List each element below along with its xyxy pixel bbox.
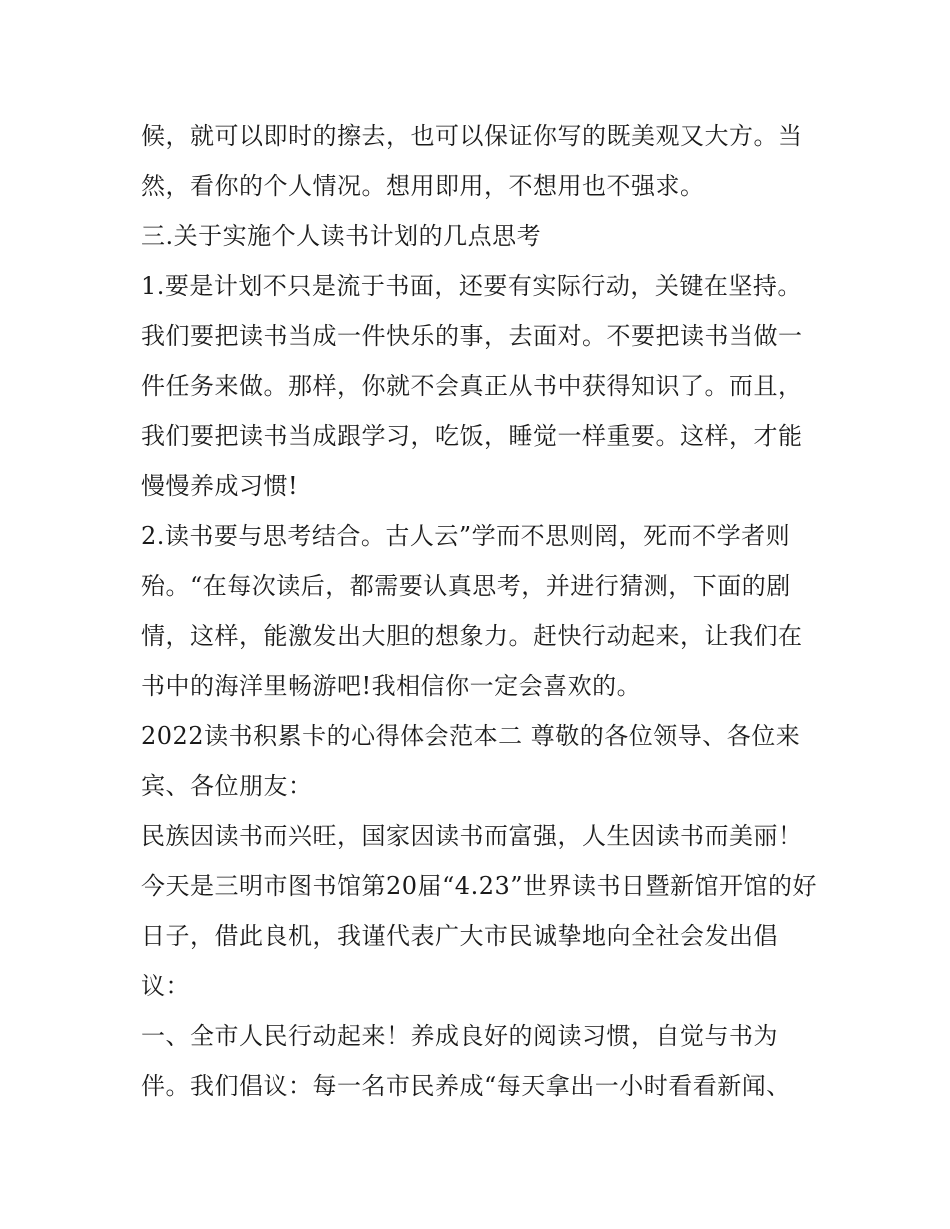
text-line: 2022读书积累卡的心得体会范本二 尊敬的各位领导、各位来 xyxy=(141,722,801,750)
text-line: 然，看你的个人情况。想用即用，不想用也不强求。 xyxy=(141,172,705,200)
text-line: 我们要把读书当成一件快乐的事，去面对。不要把读书当做一 xyxy=(141,322,803,350)
text-line: 书中的海洋里畅游吧!我相信你一定会喜欢的。 xyxy=(141,672,642,700)
text-line: 2.读书要与思考结合。古人云”学而不思则罔，死而不学者则 xyxy=(141,522,791,550)
document-body xyxy=(141,111,821,1111)
text-line: 民族因读书而兴旺，国家因读书而富强，人生因读书而美丽！ xyxy=(141,822,803,850)
text-line: 殆。“在每次读后，都需要认真思考，并进行猜测，下面的剧 xyxy=(141,572,791,600)
section-heading: 三.关于实施个人读书计划的几点思考 xyxy=(141,222,542,250)
text-line: 件任务来做。那样，你就不会真正从书中获得知识了。而且， xyxy=(141,372,803,400)
text-line: 今天是三明市图书馆第20届“4.23”世界读书日暨新馆开馆的好 xyxy=(141,872,818,900)
text-line: 日子，借此良机，我谨代表广大市民诚挚地向全社会发出倡 xyxy=(141,922,778,950)
text-line: 伴。我们倡议：每一名市民养成“每天拿出一小时看看新闻、 xyxy=(141,1072,791,1100)
text-line: 议： xyxy=(141,972,190,1000)
text-line: 一、全市人民行动起来！养成良好的阅读习惯，自觉与书为 xyxy=(141,1022,778,1050)
text-line: 情，这样，能激发出大胆的想象力。赶快行动起来，让我们在 xyxy=(141,622,803,650)
text-line: 宾、各位朋友： xyxy=(141,772,313,800)
text-line: 我们要把读书当成跟学习，吃饭，睡觉一样重要。这样，才能 xyxy=(141,422,803,450)
text-line: 候，就可以即时的擦去，也可以保证你写的既美观又大方。当 xyxy=(141,122,803,150)
text-line: 慢慢养成习惯! xyxy=(141,472,299,500)
text-line: 1.要是计划不只是流于书面，还要有实际行动，关键在坚持。 xyxy=(141,272,802,300)
